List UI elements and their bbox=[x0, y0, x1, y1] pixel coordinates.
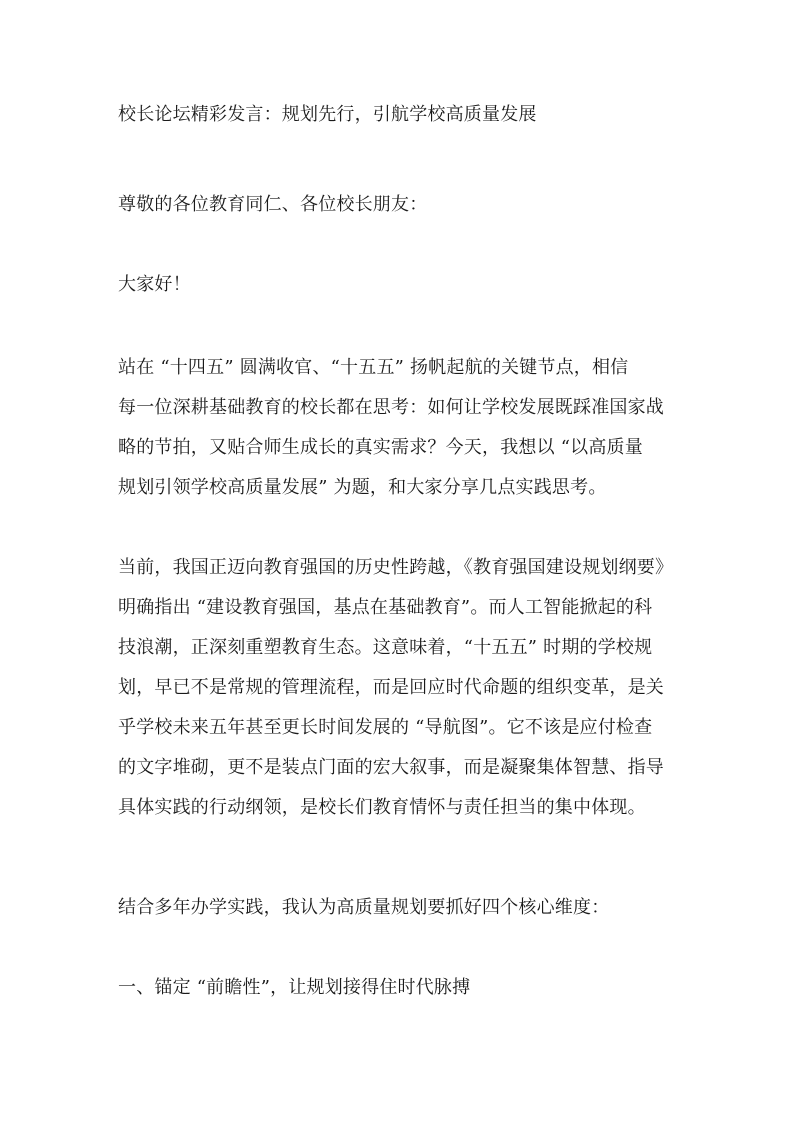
paragraph-line: 略的节拍，又贴合师生成长的真实需求？今天，我想以 “以高质量 bbox=[118, 437, 643, 458]
dimensions-intro: 结合多年办学实践，我认为高质量规划要抓好四个核心维度： bbox=[118, 897, 610, 918]
paragraph-line: 明确指出 “建设教育强国，基点在基础教育”。而人工智能掀起的科 bbox=[118, 597, 653, 618]
salutation: 尊敬的各位教育同仁、各位校长朋友： bbox=[118, 194, 428, 215]
paragraph-line: 技浪潮，正深刻重塑教育生态。这意味着，“十五五” 时期的学校规 bbox=[118, 637, 653, 658]
paragraph-line: 乎学校未来五年甚至更长时间发展的 “导航图”。它不该是应付检查 bbox=[118, 717, 653, 738]
section-heading: 一、锚定 “前瞻性”，让规划接得住时代脉搏 bbox=[118, 977, 471, 998]
paragraph-line: 规划引领学校高质量发展” 为题，和大家分享几点实践思考。 bbox=[118, 477, 607, 498]
document-title: 校长论坛精彩发言：规划先行，引航学校高质量发展 bbox=[118, 104, 537, 125]
greeting: 大家好！ bbox=[118, 274, 191, 295]
paragraph-line: 具体实践的行动纲领，是校长们教育情怀与责任担当的集中体现。 bbox=[118, 797, 646, 818]
paragraph-line: 划，早已不是常规的管理流程，而是回应时代命题的组织变革，是关 bbox=[118, 677, 664, 698]
paragraph-line: 的文字堆砌，更不是装点门面的宏大叙事，而是凝聚集体智慧、指导 bbox=[118, 757, 664, 778]
paragraph-line: 当前，我国正迈向教育强国的历史性跨越，《教育强国建设规划纲要》 bbox=[118, 557, 674, 578]
paragraph-line: 每一位深耕基础教育的校长都在思考：如何让学校发展既踩准国家战 bbox=[118, 397, 664, 418]
paragraph-line: 站在 “十四五” 圆满收官、“十五五” 扬帆起航的关键节点，相信 bbox=[118, 357, 629, 378]
